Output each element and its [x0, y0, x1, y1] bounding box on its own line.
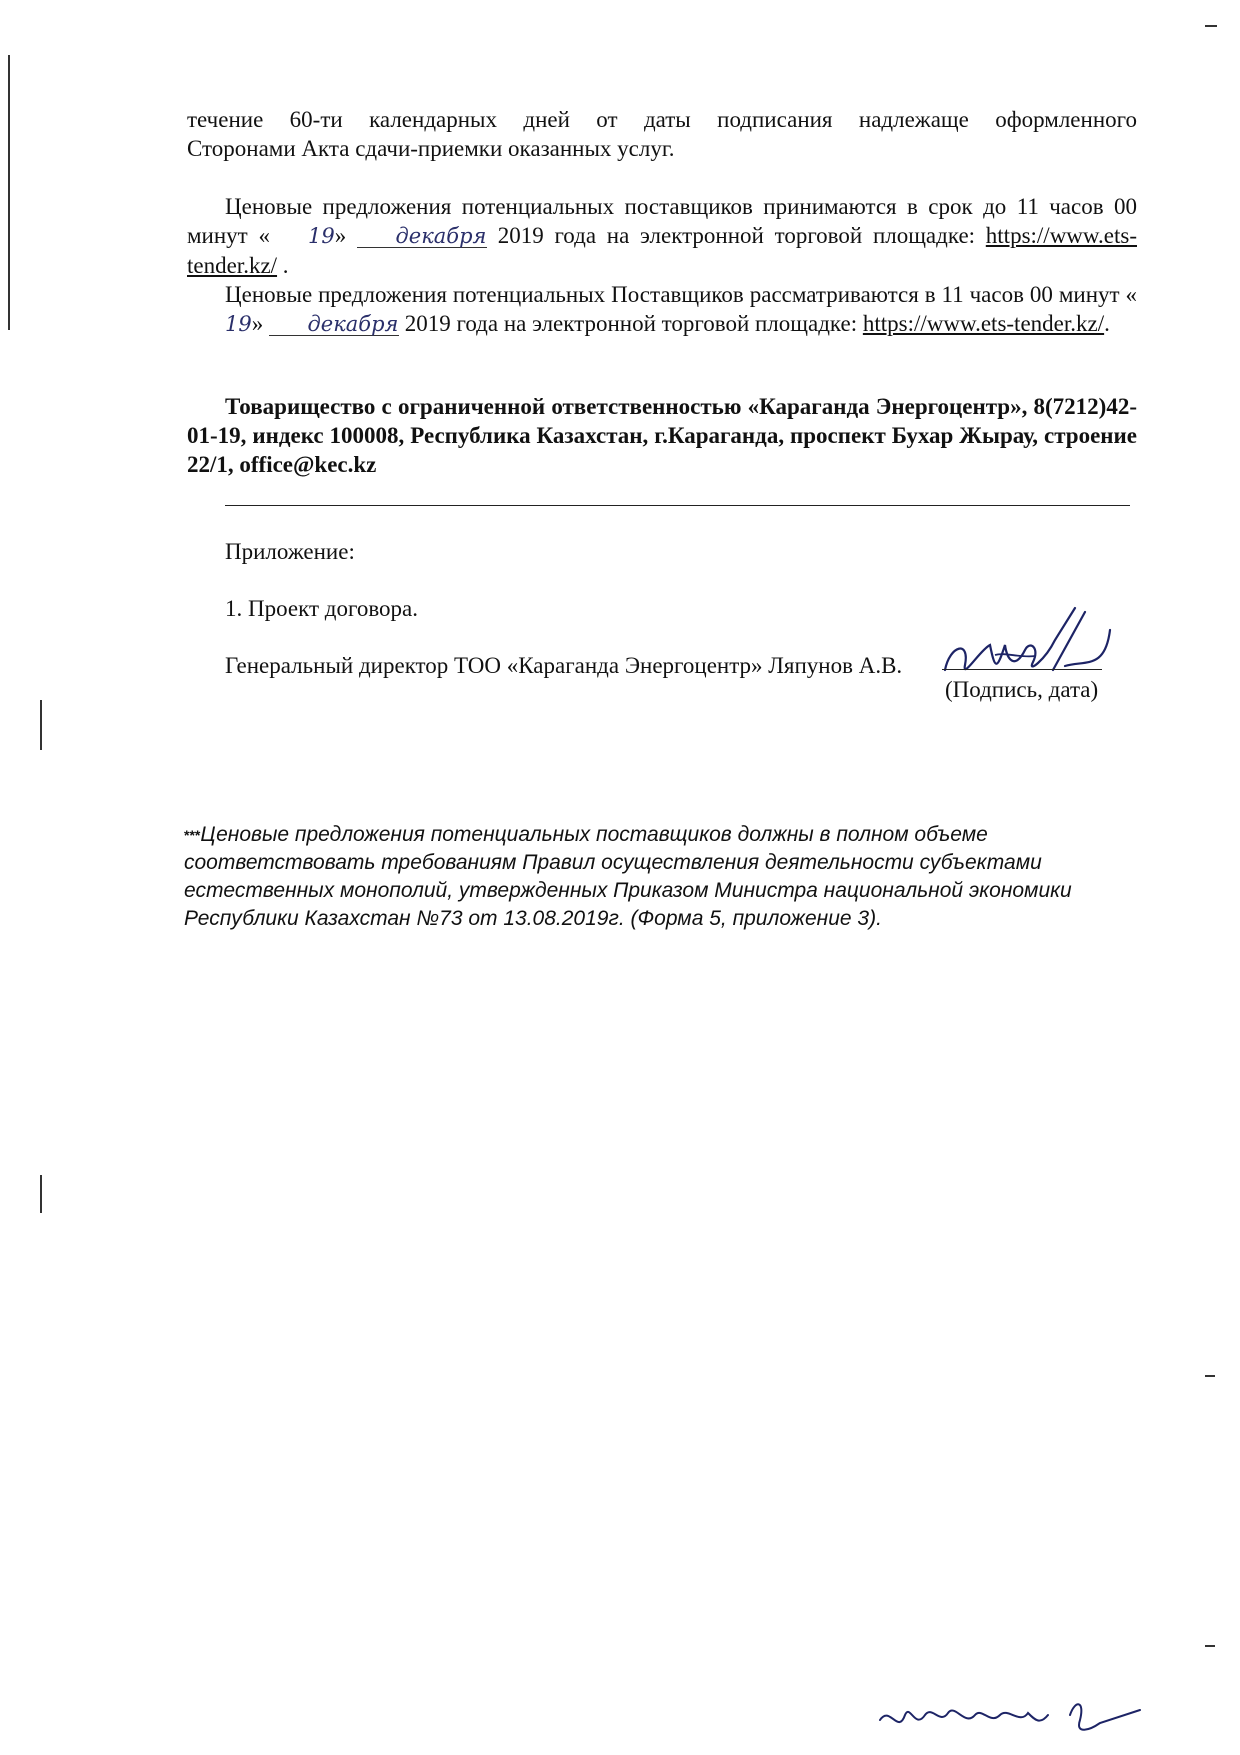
review-text-c: 2019 года на электронной торговой площадке:: [398, 311, 863, 336]
submission-text-d: .: [277, 253, 289, 278]
initials-scribble: [870, 1685, 1170, 1755]
submission-paragraph: [187, 192, 1137, 280]
review-text-b: »: [251, 311, 269, 336]
submission-link[interactable]: https://www.ets-tender.kz/: [187, 223, 1137, 278]
scan-edge-mark: [40, 700, 42, 750]
submission-text-a: Ценовые предложения потенциальных поставщиков принимаются в срок до 11 часов 00 минут «: [187, 194, 1137, 248]
review-text-a: Ценовые предложения потенциальных Поставщиков рассматриваются в 11 часов 00 минут «: [225, 282, 1137, 307]
intro-line-1: течение 60-ти календарных дней от даты подписания надлежаще оформленного: [187, 107, 1137, 132]
attachment-item: 1. Проект договора.: [225, 596, 418, 621]
signature-caption: (Подпись, дата): [945, 677, 1099, 702]
signatory-line: Генеральный директор ТОО «Караганда Энергоцентр» Ляпунов А.В.: [225, 653, 903, 678]
submission-text-c: 2019 года на электронной торговой площадке:: [486, 223, 986, 248]
footnote-stars: ***: [184, 827, 201, 843]
footnote: [184, 821, 1144, 933]
review-paragraph: [187, 280, 1137, 339]
submission-text-b: »: [334, 223, 347, 248]
review-text-d: .: [1104, 311, 1110, 336]
submission-day-handwritten: 19: [307, 224, 335, 248]
review-link[interactable]: https://www.ets-tender.kz/: [862, 311, 1105, 336]
company-details: Товарищество с ограниченной ответственностью «Караганда Энергоцентр», 8(7212)42-01-19, индекс 100008, Республика Казахстан, г.Караганда, проспект Бухар Жырау, строение 22/1, office@kec.kz: [187, 394, 1137, 477]
footnote-text: Ценовые предложения потенциальных поставщиков должны в полном объеме соответствовать требованиям Правил осуществления деятельности субъектами естественных монополий, утвержденных Приказом Министра национальной экономики Республики Казахстан №73 от 13.08.2019г. (Форма 5, приложение 3).: [184, 823, 1072, 930]
intro-paragraph: [187, 105, 1137, 163]
signature-line: [942, 669, 1102, 670]
intro-line-2: Сторонами Акта сдачи-приемки оказанных услуг.: [187, 136, 675, 161]
scan-edge-mark: [1205, 1375, 1215, 1377]
scan-edge-mark: [40, 1175, 42, 1213]
review-month-handwritten: декабря: [269, 313, 399, 336]
company-underline: [225, 505, 1130, 506]
scan-edge-mark: [8, 55, 10, 330]
submission-month-handwritten: декабря: [357, 225, 487, 248]
scan-edge-mark: [1205, 1645, 1215, 1647]
scan-edge-mark: [1205, 25, 1217, 27]
attachment-heading: Приложение:: [225, 539, 355, 564]
review-day-handwritten: 19: [225, 312, 252, 336]
